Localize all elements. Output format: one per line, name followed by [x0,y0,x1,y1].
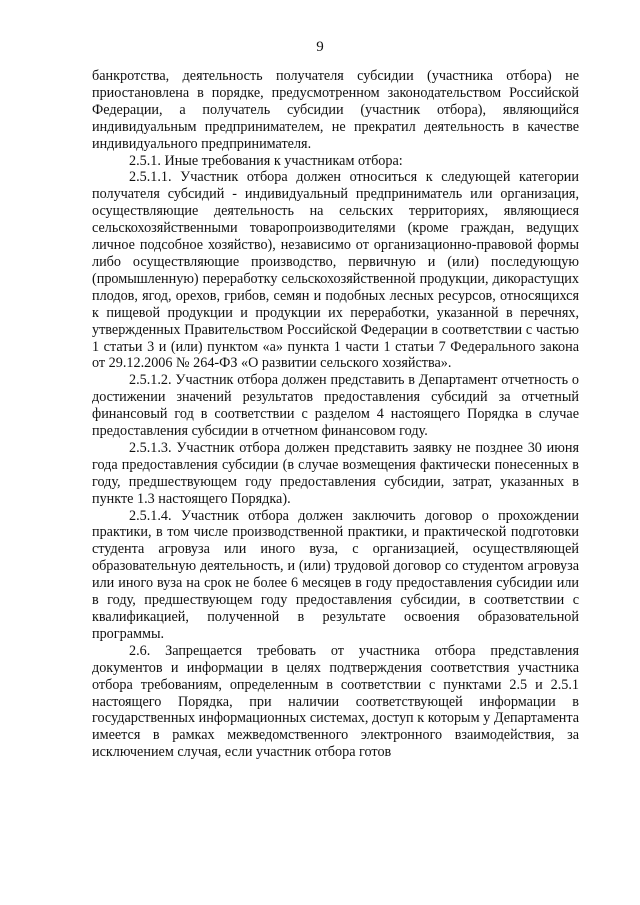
paragraph-bankruptcy-continuation: банкротства, деятельность получателя субсидии (участника отбора) не приостановлена в порядке, предусмотренном законодательством Российской Федерации, а получатель субсидии (участник отбора), являющийся индивидуальным предпринимателем, не прекратил деятельность в качестве индивидуального предпринимателя. [92,68,579,152]
paragraph-2-5-1: 2.5.1. Иные требования к участникам отбора: [129,152,403,169]
page-number: 9 [316,39,324,55]
paragraph-2-5-1-1: 2.5.1.1. Участник отбора должен относиться к следующей категории получателя субсидий - индивидуальный предприниматель или организация, осуществляющие деятельность на сельских территориях, являющиеся сельскохозяйственными товаропроизводителями (кроме граждан, ведущих личное подсобное хозяйство), независимо от организационно-правовой формы либо осуществляющие производство, первичную и (или) последующую (промышленную) переработку сельскохозяйственной продукции, дикорастущих плодов, ягод, орехов, грибов, семян и подобных лесных ресурсов, относящихся к пищевой продукции и продукции их переработки, указанной в перечнях, утвержденных Правительством Российской Федерации в соответствии с частью 1 статьи 3 и (или) пунктом «а» пункта 1 части 1 статьи 7 Федерального закона от 29.12.2006 № 264-ФЗ «О развитии сельского хозяйства». [92,169,579,372]
paragraph-2-5-1-4: 2.5.1.4. Участник отбора должен заключить договор о прохождении практики, в том числе производственной практики, и практической подготовки студента агровуза или иного вуза, с организацией, осуществляющей образовательную деятельность, и (или) трудовой договор со студентом агровуза или иного вуза на срок не более 6 месяцев в году предоставления субсидии или в году, предшествующем году предоставления субсидии, в соответствии с квалификацией, полученной в результате освоения образовательной программы. [92,507,579,642]
paragraph-2-5-1-2: 2.5.1.2. Участник отбора должен представить в Департамент отчетность о достижении значений результатов предоставления субсидий за отчетный финансовый год в соответствии с разделом 4 настоящего Порядка в случае предоставления субсидии в отчетном финансовом году. [92,372,579,440]
document-body [92,68,579,761]
paragraph-2-5-1-3: 2.5.1.3. Участник отбора должен представить заявку не позднее 30 июня года предоставления субсидии (в случае возмещения фактически понесенных в году, предшествующем году предоставления субсидии, затрат, указанных в пункте 1.3 настоящего Порядка). [92,439,579,507]
paragraph-2-6: 2.6. Запрещается требовать от участника отбора представления документов и информации в целях подтверждения соответствия участника отбора требованиям, определенным в соответствии с пунктами 2.5 и 2.5.1 настоящего Порядка, при наличии соответствующей информации в государственных информационных системах, доступ к которым у Департамента имеется в рамках межведомственного электронного взаимодействия, за исключением случая, если участник отбора готов [92,642,579,761]
